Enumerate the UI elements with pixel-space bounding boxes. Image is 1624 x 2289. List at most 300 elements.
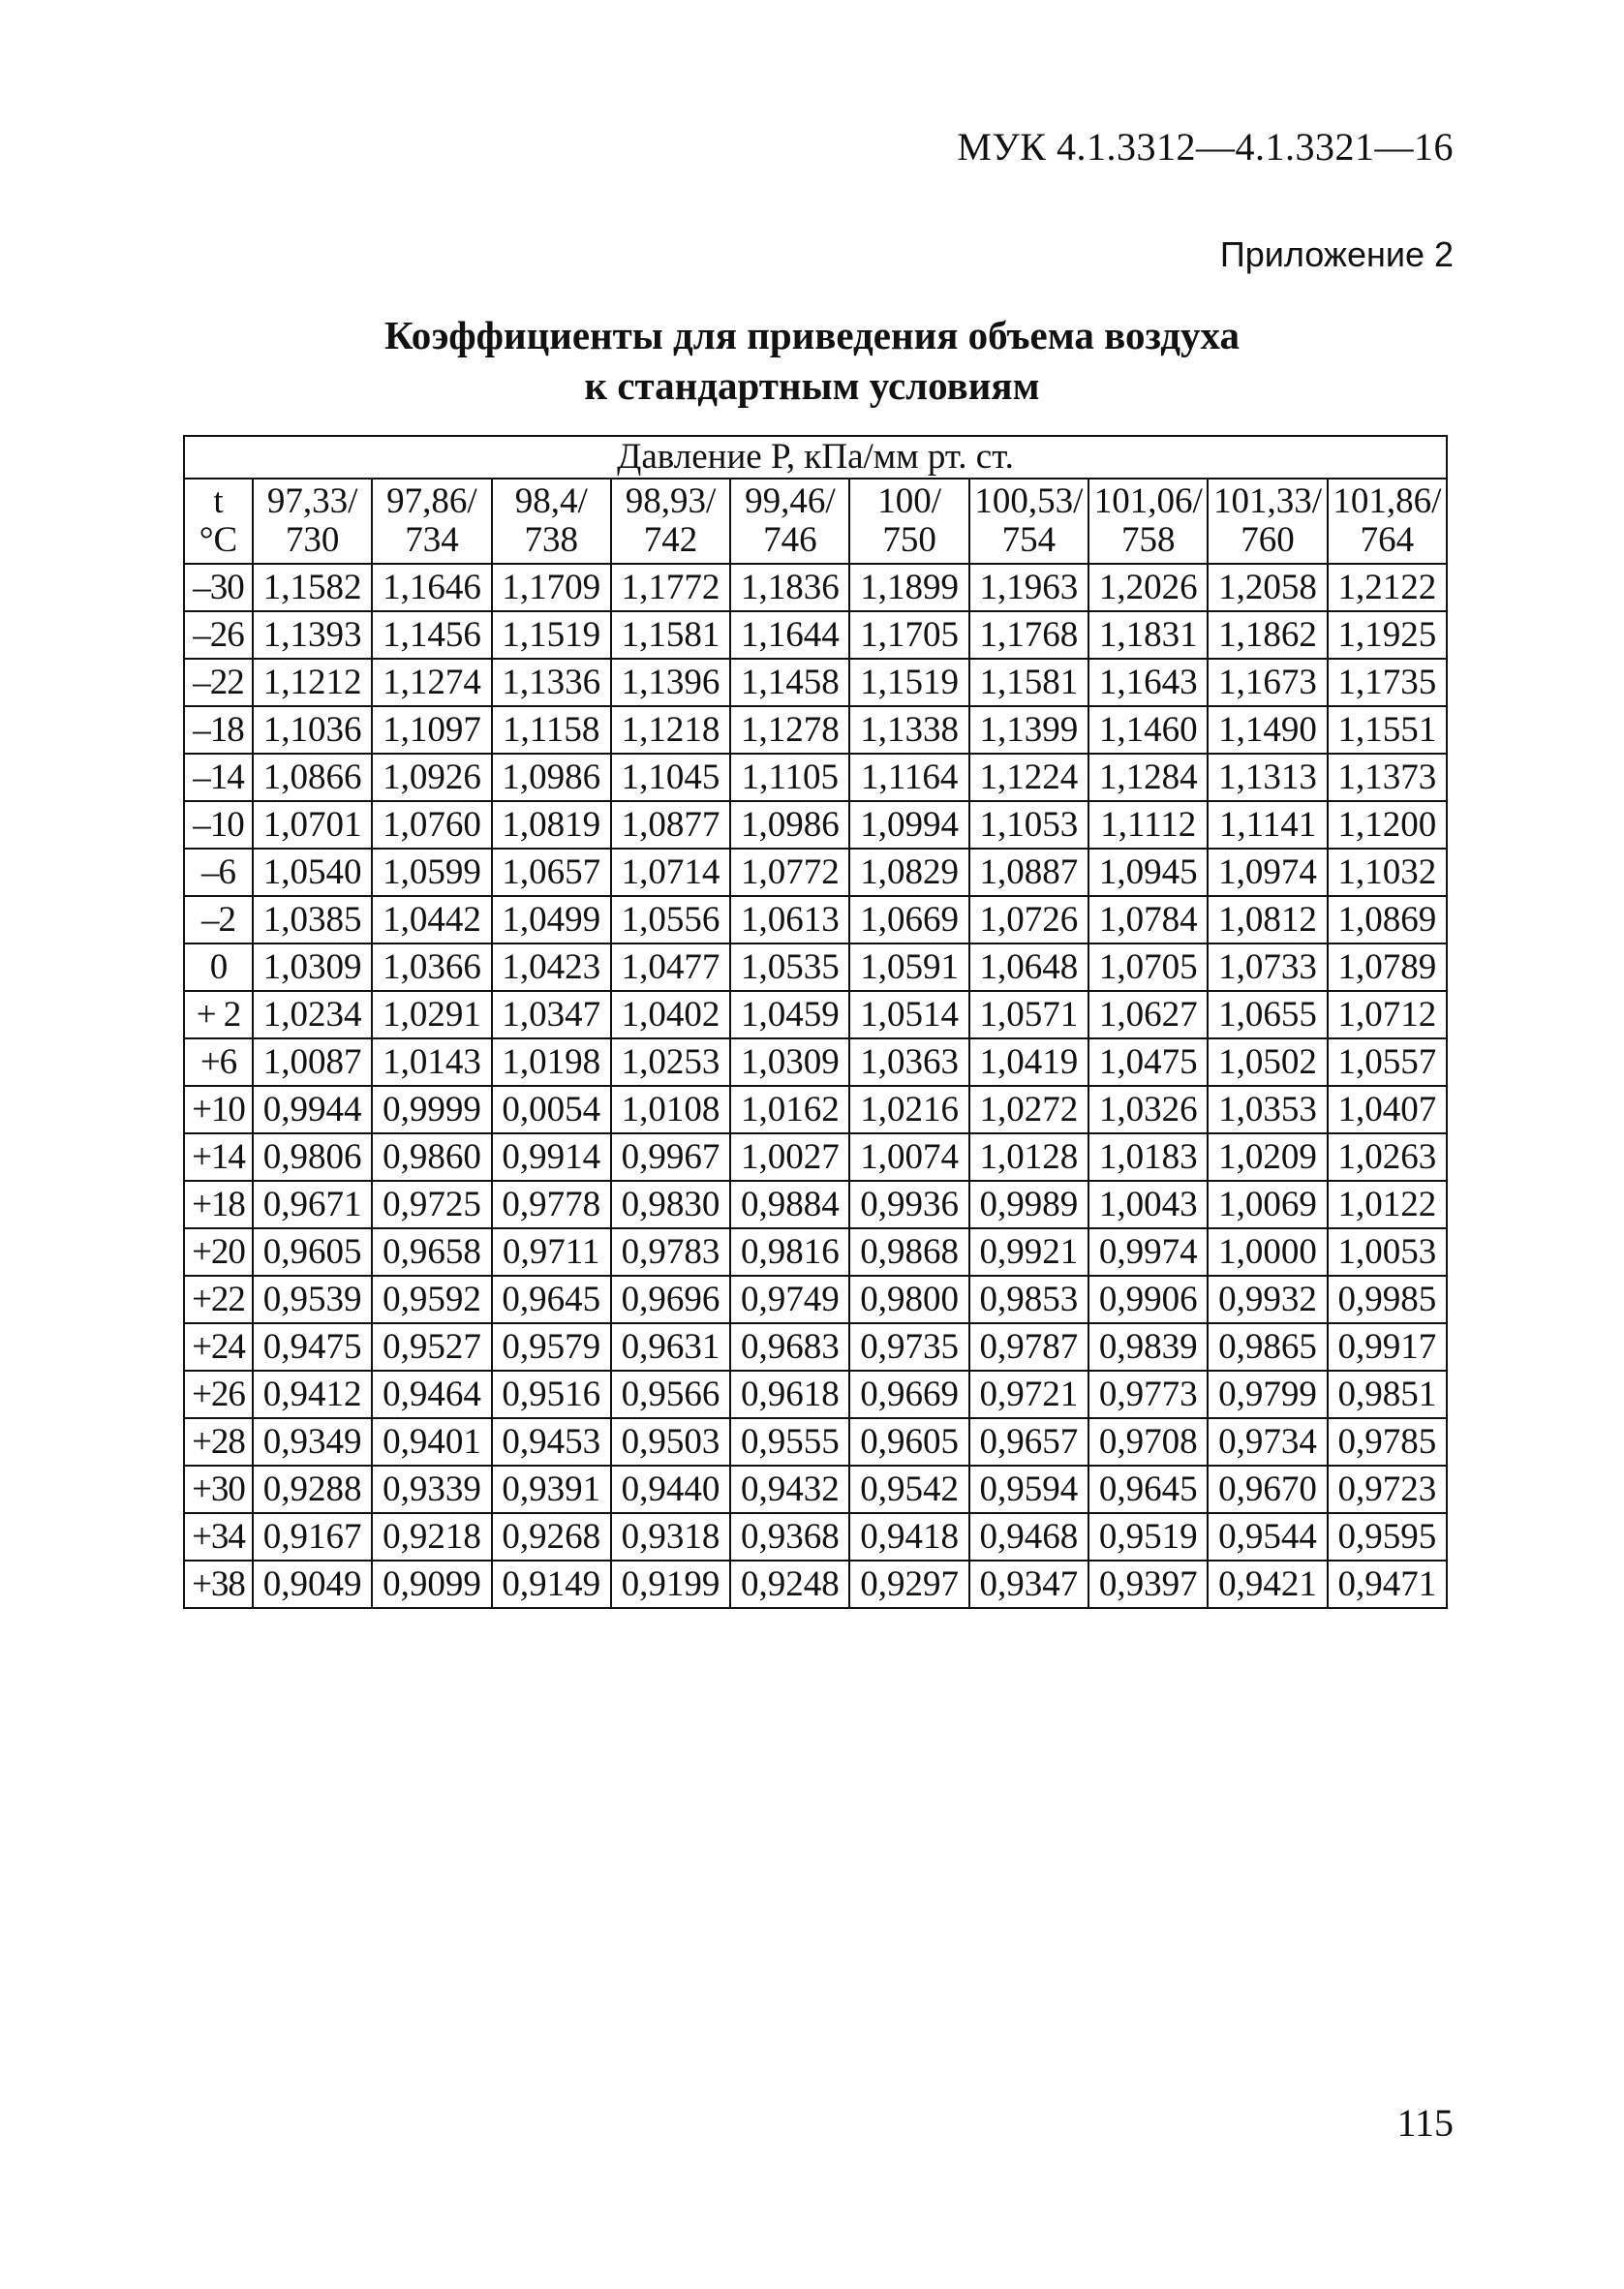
coefficient-cell: 1,0945 [1088, 849, 1208, 896]
coefficient-cell: 1,1705 [849, 611, 968, 659]
coefficient-cell: 1,0069 [1208, 1181, 1327, 1228]
coefficient-cell: 1,0053 [1328, 1228, 1447, 1276]
coefficient-cell: 1,1646 [372, 564, 491, 611]
coefficient-cell: 0,9734 [1208, 1418, 1327, 1466]
coefficient-cell: 1,1581 [611, 611, 730, 659]
coefficient-cell: 1,0866 [253, 754, 372, 801]
coefficient-cell: 0,9594 [969, 1466, 1088, 1513]
coefficient-cell: 1,0655 [1208, 991, 1327, 1038]
temperature-cell: +10 [184, 1086, 253, 1133]
table-row [184, 1323, 1447, 1371]
coefficient-cell: 1,0556 [611, 896, 730, 943]
pressure-mmhg: 742 [643, 520, 698, 560]
coefficient-cell: 0,9475 [253, 1323, 372, 1371]
pressure-mmhg: 750 [882, 520, 936, 560]
coefficient-cell: 1,2026 [1088, 564, 1208, 611]
temperature-cell: –14 [184, 754, 253, 801]
coefficient-cell: 0,9453 [492, 1418, 611, 1466]
pressure-kpa: 98,93/ [625, 481, 717, 521]
coefficient-cell: 1,0514 [849, 991, 968, 1038]
pressure-kpa: 100,53/ [974, 481, 1084, 521]
coefficient-cell: 0,9799 [1208, 1371, 1327, 1418]
coefficient-cell: 0,9914 [492, 1133, 611, 1181]
pressure-mmhg: 730 [285, 520, 340, 560]
pressure-kpa: 100/ [877, 481, 942, 521]
temperature-cell: –30 [184, 564, 253, 611]
coefficient-cell: 0,9839 [1088, 1323, 1208, 1371]
temperature-header-symbol: t [213, 481, 224, 521]
coefficient-cell: 0,9917 [1328, 1323, 1447, 1371]
coefficient-cell: 1,1274 [372, 659, 491, 706]
coefficient-cell: 1,0122 [1328, 1181, 1447, 1228]
coefficient-cell: 1,1963 [969, 564, 1088, 611]
coefficient-cell: 1,0627 [1088, 991, 1208, 1038]
coefficient-cell: 0,9418 [849, 1513, 968, 1561]
coefficient-cell: 0,9853 [969, 1276, 1088, 1323]
coefficient-cell: 0,9468 [969, 1513, 1088, 1561]
coefficient-cell: 0,9658 [372, 1228, 491, 1276]
coefficient-cell: 0,9671 [253, 1181, 372, 1228]
pressure-kpa: 98,4/ [514, 481, 588, 521]
coefficient-cell: 1,0877 [611, 801, 730, 849]
coefficient-cell: 1,0477 [611, 943, 730, 991]
coefficient-cell: 1,0648 [969, 943, 1088, 991]
coefficient-cell: 1,0772 [730, 849, 849, 896]
coefficient-cell: 1,1212 [253, 659, 372, 706]
coefficient-cell: 1,0599 [372, 849, 491, 896]
coefficient-cell: 1,1768 [969, 611, 1088, 659]
coefficient-cell: 1,0087 [253, 1038, 372, 1086]
coefficient-cell: 1,1141 [1208, 801, 1327, 849]
coefficient-cell: 0,9539 [253, 1276, 372, 1323]
coefficient-cell: 1,0571 [969, 991, 1088, 1038]
temperature-cell: –6 [184, 849, 253, 896]
coefficient-cell: 0,9318 [611, 1513, 730, 1561]
coefficient-cell: 0,9806 [253, 1133, 372, 1181]
coefficient-cell: 1,0812 [1208, 896, 1327, 943]
coefficient-cell: 1,1735 [1328, 659, 1447, 706]
coefficient-cell: 0,9783 [611, 1228, 730, 1276]
coefficient-cell: 1,1456 [372, 611, 491, 659]
coefficient-cell: 0,9967 [611, 1133, 730, 1181]
coefficient-cell: 1,0926 [372, 754, 491, 801]
coefficient-cell: 1,0309 [253, 943, 372, 991]
temperature-cell: +20 [184, 1228, 253, 1276]
coefficient-cell: 1,0108 [611, 1086, 730, 1133]
coefficient-cell: 1,0353 [1208, 1086, 1327, 1133]
coefficient-cell: 1,0613 [730, 896, 849, 943]
document-code: МУК 4.1.3312—4.1.3321—16 [957, 125, 1454, 169]
table-row [184, 1513, 1447, 1561]
coefficient-cell: 1,1158 [492, 706, 611, 754]
temperature-cell: –22 [184, 659, 253, 706]
pressure-mmhg: 738 [524, 520, 578, 560]
pressure-group-header: Давление Р, кПа/мм рт. ст. [184, 436, 1447, 479]
coefficient-cell: 0,9503 [611, 1418, 730, 1466]
coefficient-cell: 1,0366 [372, 943, 491, 991]
coefficient-cell: 0,9218 [372, 1513, 491, 1561]
coefficient-cell: 1,1032 [1328, 849, 1447, 896]
table-row [184, 1466, 1447, 1513]
coefficient-cell: 1,0402 [611, 991, 730, 1038]
coefficient-cell: 1,0442 [372, 896, 491, 943]
pressure-column-header [611, 479, 730, 564]
coefficient-cell: 0,9906 [1088, 1276, 1208, 1323]
coefficient-cell: 1,1036 [253, 706, 372, 754]
coefficient-cell: 1,0263 [1328, 1133, 1447, 1181]
coefficient-cell: 0,9800 [849, 1276, 968, 1323]
coefficient-cell: 0,9618 [730, 1371, 849, 1418]
coefficient-cell: 1,1284 [1088, 754, 1208, 801]
coefficient-cell: 0,9830 [611, 1181, 730, 1228]
pressure-column-header [849, 479, 968, 564]
pressure-column-header [730, 479, 849, 564]
pressure-column-header [492, 479, 611, 564]
title-line-2: к стандартным условиям [584, 363, 1040, 408]
coefficient-cell: 0,9347 [969, 1561, 1088, 1608]
coefficient-cell: 1,0326 [1088, 1086, 1208, 1133]
coefficient-cell: 0,9527 [372, 1323, 491, 1371]
coefficient-cell: 0,9519 [1088, 1513, 1208, 1561]
coefficient-cell: 0,9595 [1328, 1513, 1447, 1561]
coefficient-cell: 1,0535 [730, 943, 849, 991]
pressure-mmhg: 734 [405, 520, 459, 560]
coefficient-cell: 0,9248 [730, 1561, 849, 1608]
coefficient-cell: 0,9544 [1208, 1513, 1327, 1561]
coefficient-cell: 1,1831 [1088, 611, 1208, 659]
coefficient-cell: 1,0789 [1328, 943, 1447, 991]
coefficient-cell: 1,1862 [1208, 611, 1327, 659]
coefficient-cell: 1,0712 [1328, 991, 1447, 1038]
coefficient-cell: 0,9412 [253, 1371, 372, 1418]
table-row [184, 611, 1447, 659]
coefficient-cell: 1,1164 [849, 754, 968, 801]
coefficient-cell: 0,9391 [492, 1466, 611, 1513]
coefficient-cell: 0,9516 [492, 1371, 611, 1418]
temperature-cell: +14 [184, 1133, 253, 1181]
coefficient-cell: 0,9725 [372, 1181, 491, 1228]
coefficient-cell: 1,0143 [372, 1038, 491, 1086]
coefficient-cell: 1,0475 [1088, 1038, 1208, 1086]
coefficient-cell: 1,0986 [492, 754, 611, 801]
temperature-cell: +28 [184, 1418, 253, 1466]
coefficient-cell: 1,1644 [730, 611, 849, 659]
coefficient-cell: 0,9778 [492, 1181, 611, 1228]
table-row [184, 564, 1447, 611]
coefficient-cell: 0,9865 [1208, 1323, 1327, 1371]
coefficient-cell: 1,0074 [849, 1133, 968, 1181]
coefficient-cell: 1,0423 [492, 943, 611, 991]
coefficient-cell: 0,9592 [372, 1276, 491, 1323]
coefficient-cell: 1,0669 [849, 896, 968, 943]
coefficient-cell: 0,9471 [1328, 1561, 1447, 1608]
coefficient-cell: 0,9696 [611, 1276, 730, 1323]
coefficient-cell: 1,0869 [1328, 896, 1447, 943]
coefficient-cell: 1,1097 [372, 706, 491, 754]
coefficient-cell: 1,0994 [849, 801, 968, 849]
coefficient-cell: 1,0198 [492, 1038, 611, 1086]
table-row [184, 896, 1447, 943]
coefficient-cell: 1,1336 [492, 659, 611, 706]
pressure-mmhg: 758 [1120, 520, 1176, 560]
coefficient-cell: 1,1460 [1088, 706, 1208, 754]
coefficient-cell: 1,1278 [730, 706, 849, 754]
temperature-cell: +34 [184, 1513, 253, 1561]
coefficient-cell: 0,9049 [253, 1561, 372, 1608]
coefficient-cell: 0,9999 [372, 1086, 491, 1133]
title-line-1: Коэффициенты для приведения объема воздуха [384, 313, 1240, 357]
coefficient-cell: 1,1709 [492, 564, 611, 611]
coefficient-cell: 1,0419 [969, 1038, 1088, 1086]
coefficient-cell: 0,9297 [849, 1561, 968, 1608]
coefficient-cell: 1,1393 [253, 611, 372, 659]
table-row [184, 849, 1447, 896]
coefficient-cell: 1,1373 [1328, 754, 1447, 801]
table-row [184, 1086, 1447, 1133]
coefficient-cell: 1,0726 [969, 896, 1088, 943]
table-group-header-row [184, 436, 1447, 479]
coefficient-cell: 1,0043 [1088, 1181, 1208, 1228]
temperature-cell: –18 [184, 706, 253, 754]
coefficient-cell: 0,9868 [849, 1228, 968, 1276]
coefficient-cell: 0,9670 [1208, 1466, 1327, 1513]
coefficient-cell: 1,0657 [492, 849, 611, 896]
coefficient-cell: 0,9099 [372, 1561, 491, 1608]
table-row [184, 1133, 1447, 1181]
coefficient-cell: 0,9749 [730, 1276, 849, 1323]
coefficient-cell: 0,9440 [611, 1466, 730, 1513]
coefficient-cell: 0,9421 [1208, 1561, 1327, 1608]
temperature-cell: +30 [184, 1466, 253, 1513]
coefficient-cell: 1,1399 [969, 706, 1088, 754]
coefficient-cell: 1,0234 [253, 991, 372, 1038]
coefficient-cell: 1,0000 [1208, 1228, 1327, 1276]
pressure-mmhg: 760 [1241, 520, 1295, 560]
coefficient-cell: 0,9397 [1088, 1561, 1208, 1608]
temperature-cell: +24 [184, 1323, 253, 1371]
pressure-kpa: 99,46/ [745, 481, 836, 521]
temperature-cell: +6 [184, 1038, 253, 1086]
coefficient-cell: 0,9721 [969, 1371, 1088, 1418]
pressure-kpa: 101,33/ [1213, 481, 1323, 521]
coefficient-cell: 1,0385 [253, 896, 372, 943]
coefficient-cell: 0,9723 [1328, 1466, 1447, 1513]
coefficient-cell: 0,9932 [1208, 1276, 1327, 1323]
coefficient-cell: 1,0705 [1088, 943, 1208, 991]
temperature-header-unit: °C [199, 520, 238, 560]
coefficient-cell: 1,1519 [849, 659, 968, 706]
coefficient-cell: 1,1490 [1208, 706, 1327, 754]
appendix-label: Приложение 2 [1219, 234, 1454, 274]
temperature-cell: +18 [184, 1181, 253, 1228]
coefficient-cell: 0,9288 [253, 1466, 372, 1513]
pressure-column-header [1208, 479, 1327, 564]
coefficient-cell: 1,0540 [253, 849, 372, 896]
coefficient-cell: 1,0701 [253, 801, 372, 849]
coefficient-cell: 1,0272 [969, 1086, 1088, 1133]
pressure-mmhg: 746 [763, 520, 817, 560]
coefficient-cell: 1,0347 [492, 991, 611, 1038]
coefficient-cell: 0,9199 [611, 1561, 730, 1608]
table-body [184, 564, 1447, 1608]
temperature-column-header [184, 479, 253, 564]
coefficient-cell: 0,9432 [730, 1466, 849, 1513]
coefficient-cell: 0,9683 [730, 1323, 849, 1371]
table-row [184, 1561, 1447, 1608]
coefficient-cell: 1,0760 [372, 801, 491, 849]
coefficient-cell: 1,0209 [1208, 1133, 1327, 1181]
coefficient-cell: 0,9349 [253, 1418, 372, 1466]
coefficient-cell: 1,0714 [611, 849, 730, 896]
pressure-column-header [969, 479, 1088, 564]
table-row [184, 943, 1447, 991]
coefficient-cell: 1,1053 [969, 801, 1088, 849]
coefficient-cell: 1,1458 [730, 659, 849, 706]
table-row [184, 706, 1447, 754]
coefficient-cell: 0,9711 [492, 1228, 611, 1276]
coefficient-cell: 0,9401 [372, 1418, 491, 1466]
coefficient-cell: 0,9657 [969, 1418, 1088, 1466]
coefficient-cell: 1,2122 [1328, 564, 1447, 611]
coefficient-cell: 0,9669 [849, 1371, 968, 1418]
coefficient-cell: 1,0502 [1208, 1038, 1327, 1086]
coefficient-cell: 1,0027 [730, 1133, 849, 1181]
table-column-header-row [184, 479, 1447, 564]
coefficient-cell: 0,9631 [611, 1323, 730, 1371]
page-title [0, 310, 1624, 411]
pressure-mmhg: 754 [1001, 520, 1057, 560]
coefficient-cell: 1,1045 [611, 754, 730, 801]
coefficient-cell: 1,1519 [492, 611, 611, 659]
table-row [184, 659, 1447, 706]
coefficient-cell: 0,9936 [849, 1181, 968, 1228]
coefficient-cell: 0,9605 [849, 1418, 968, 1466]
coefficient-cell: 1,0784 [1088, 896, 1208, 943]
coefficient-cell: 0,9708 [1088, 1418, 1208, 1466]
coefficient-cell: 1,1105 [730, 754, 849, 801]
coefficient-cell: 1,2058 [1208, 564, 1327, 611]
temperature-cell: –26 [184, 611, 253, 659]
coefficient-cell: 1,1218 [611, 706, 730, 754]
temperature-cell: 0 [184, 943, 253, 991]
coefficient-cell: 0,9555 [730, 1418, 849, 1466]
coefficient-cell: 1,0459 [730, 991, 849, 1038]
coefficient-cell: 0,9944 [253, 1086, 372, 1133]
pressure-kpa: 97,86/ [386, 481, 477, 521]
table-row [184, 801, 1447, 849]
coefficient-cell: 1,1925 [1328, 611, 1447, 659]
coefficient-cell: 0,9921 [969, 1228, 1088, 1276]
table-row [184, 1228, 1447, 1276]
table-row [184, 1038, 1447, 1086]
coefficient-cell: 1,0162 [730, 1086, 849, 1133]
coefficient-cell: 0,9851 [1328, 1371, 1447, 1418]
coefficient-cell: 1,0407 [1328, 1086, 1447, 1133]
coefficient-cell: 1,1313 [1208, 754, 1327, 801]
coefficient-cell: 0,9787 [969, 1323, 1088, 1371]
coefficient-cell: 0,9735 [849, 1323, 968, 1371]
coefficient-cell: 1,0887 [969, 849, 1088, 896]
temperature-cell: +22 [184, 1276, 253, 1323]
coefficient-cell: 1,0557 [1328, 1038, 1447, 1086]
coefficient-cell: 1,1396 [611, 659, 730, 706]
coefficient-cell: 1,1338 [849, 706, 968, 754]
coefficient-cell: 1,0819 [492, 801, 611, 849]
coefficient-cell: 0,0054 [492, 1086, 611, 1133]
pressure-column-header [372, 479, 491, 564]
coefficient-cell: 0,9884 [730, 1181, 849, 1228]
coefficient-cell: 0,9645 [492, 1276, 611, 1323]
pressure-kpa: 97,33/ [266, 481, 358, 521]
coefficient-cell: 1,0733 [1208, 943, 1327, 991]
coefficient-cell: 1,1582 [253, 564, 372, 611]
temperature-cell: –2 [184, 896, 253, 943]
coefficient-cell: 1,0591 [849, 943, 968, 991]
table-row [184, 1276, 1447, 1323]
coefficient-cell: 0,9167 [253, 1513, 372, 1561]
coefficient-cell: 1,0974 [1208, 849, 1327, 896]
coefficient-cell: 0,9645 [1088, 1466, 1208, 1513]
page-number: 115 [1396, 2101, 1454, 2145]
coefficient-cell: 1,1673 [1208, 659, 1327, 706]
coefficient-cell: 1,1200 [1328, 801, 1447, 849]
coefficient-cell: 1,1899 [849, 564, 968, 611]
coefficient-cell: 0,9974 [1088, 1228, 1208, 1276]
table-row [184, 754, 1447, 801]
coefficient-cell: 1,0253 [611, 1038, 730, 1086]
temperature-cell: +38 [184, 1561, 253, 1608]
coefficient-cell: 1,1643 [1088, 659, 1208, 706]
coefficient-cell: 1,1112 [1088, 801, 1208, 849]
coefficient-cell: 0,9605 [253, 1228, 372, 1276]
pressure-column-header [1088, 479, 1208, 564]
coefficient-cell: 0,9339 [372, 1466, 491, 1513]
pressure-mmhg: 764 [1360, 520, 1415, 560]
coefficient-cell: 0,9566 [611, 1371, 730, 1418]
pressure-column-header [1328, 479, 1447, 564]
pressure-column-header [253, 479, 372, 564]
coefficient-cell: 1,1836 [730, 564, 849, 611]
pressure-kpa: 101,06/ [1093, 481, 1203, 521]
coefficient-cell: 0,9773 [1088, 1371, 1208, 1418]
coefficient-cell: 1,1772 [611, 564, 730, 611]
coefficient-cell: 0,9464 [372, 1371, 491, 1418]
coefficient-cell: 1,0128 [969, 1133, 1088, 1181]
coefficient-cell: 1,0309 [730, 1038, 849, 1086]
table-row [184, 991, 1447, 1038]
temperature-cell: –10 [184, 801, 253, 849]
coefficient-cell: 0,9149 [492, 1561, 611, 1608]
coefficient-cell: 1,1551 [1328, 706, 1447, 754]
coefficient-cell: 0,9816 [730, 1228, 849, 1276]
coefficient-cell: 1,0986 [730, 801, 849, 849]
coefficient-cell: 0,9579 [492, 1323, 611, 1371]
coefficient-cell: 1,0499 [492, 896, 611, 943]
coefficient-cell: 1,0363 [849, 1038, 968, 1086]
coefficient-cell: 0,9860 [372, 1133, 491, 1181]
table-row [184, 1418, 1447, 1466]
coefficient-cell: 0,9368 [730, 1513, 849, 1561]
table-row [184, 1181, 1447, 1228]
temperature-cell: +26 [184, 1371, 253, 1418]
coefficient-cell: 1,0829 [849, 849, 968, 896]
pressure-kpa: 101,86/ [1333, 481, 1442, 521]
coefficient-cell: 1,1581 [969, 659, 1088, 706]
coefficient-cell: 1,0216 [849, 1086, 968, 1133]
coefficient-cell: 1,0291 [372, 991, 491, 1038]
coefficient-cell: 0,9989 [969, 1181, 1088, 1228]
coefficient-cell: 1,0183 [1088, 1133, 1208, 1181]
